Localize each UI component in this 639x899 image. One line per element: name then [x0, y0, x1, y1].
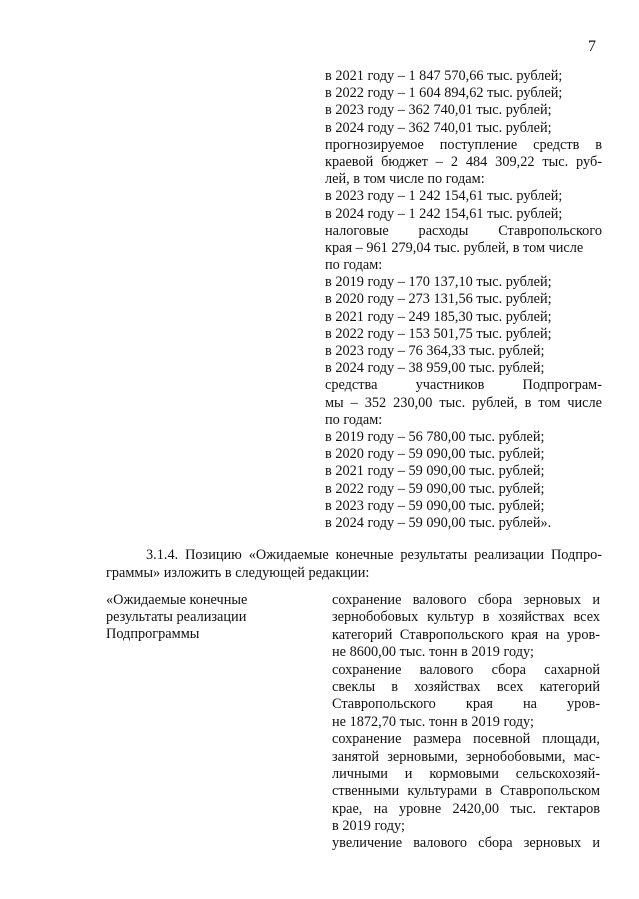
- page-number: 7: [588, 38, 596, 55]
- top-line: в 2024 году – 59 090,00 тыс. рублей».: [325, 514, 552, 531]
- position-title-line: «Ожидаемые конечные: [106, 592, 248, 608]
- top-line: лей, в том числе по годам:: [325, 171, 485, 188]
- top-line: прогнозируемое поступление средств в: [325, 136, 602, 153]
- result-line: свеклы в хозяйствах всех категорий: [332, 678, 600, 695]
- top-line: в 2020 году – 59 090,00 тыс. рублей;: [325, 446, 545, 463]
- result-line: категорий Ставропольского края на уров-: [332, 626, 600, 643]
- result-line: сохранение размера посевной площади,: [332, 731, 600, 748]
- top-line: в 2022 году – 1 604 894,62 тыс. рублей;: [325, 85, 563, 102]
- top-line: в 2023 году – 362 740,01 тыс. рублей;: [325, 102, 552, 119]
- position-title: [106, 592, 306, 644]
- top-line: в 2021 году – 1 847 570,66 тыс. рублей;: [325, 68, 563, 84]
- expected-results-text: [332, 592, 600, 853]
- result-line: зернобобовых культур в хозяйствах всех: [332, 609, 600, 626]
- top-line: мы – 352 230,00 тыс. рублей, в том числе: [325, 394, 602, 411]
- paragraph-line: 3.1.4. Позицию «Ожидаемые конечные результаты реализации Подпро-: [146, 547, 602, 563]
- result-line: не 8600,00 тыс. тонн в 2019 году;: [332, 644, 534, 661]
- top-line: в 2023 году – 59 090,00 тыс. рублей;: [325, 497, 545, 514]
- result-line: Ставропольского края на уров-: [332, 696, 600, 713]
- top-line: в 2021 году – 59 090,00 тыс. рублей;: [325, 463, 545, 480]
- result-line: личными и кормовыми сельскохозяй-: [332, 765, 600, 782]
- top-line: в 2022 году – 153 501,75 тыс. рублей;: [325, 325, 552, 342]
- top-line: в 2019 году – 56 780,00 тыс. рублей;: [325, 428, 545, 445]
- top-line: по годам:: [325, 257, 383, 274]
- funding-continuation-block: [325, 68, 602, 532]
- result-line: в 2019 году;: [332, 818, 405, 835]
- position-title-line: Подпрограммы: [106, 626, 200, 643]
- result-line: увеличение валового сбора зерновых и: [332, 835, 600, 852]
- result-line: крае, на уровне 2420,00 тыс. гектаров: [332, 800, 600, 817]
- top-line: в 2021 году – 249 185,30 тыс. рублей;: [325, 308, 552, 325]
- result-line: занятой зерновыми, зернобобовыми, мас-: [332, 748, 600, 765]
- result-line: сохранение валового сбора сахарной: [332, 661, 600, 678]
- top-line: в 2023 году – 1 242 154,61 тыс. рублей;: [325, 188, 563, 205]
- position-title-line: результаты реализации: [106, 609, 247, 626]
- amendment-paragraph: [106, 547, 602, 582]
- result-line: сохранение валового сбора зерновых и: [332, 592, 600, 608]
- top-line: по годам:: [325, 411, 383, 428]
- paragraph-line: граммы» изложить в следующей редакции:: [106, 564, 370, 581]
- top-line: в 2022 году – 59 090,00 тыс. рублей;: [325, 480, 545, 497]
- top-line: в 2019 году – 170 137,10 тыс. рублей;: [325, 274, 552, 291]
- top-line: в 2023 году – 76 364,33 тыс. рублей;: [325, 343, 545, 359]
- top-line: в 2024 году – 1 242 154,61 тыс. рублей;: [325, 205, 563, 222]
- top-line: края – 961 279,04 тыс. рублей, в том числе: [325, 239, 584, 256]
- top-line: в 2024 году – 362 740,01 тыс. рублей;: [325, 119, 552, 136]
- top-line: в 2020 году – 273 131,56 тыс. рублей;: [325, 291, 552, 308]
- top-line: средства участников Подпрограм-: [325, 377, 602, 394]
- top-line: налоговые расходы Ставропольского: [325, 222, 602, 239]
- top-line: краевой бюджет – 2 484 309,22 тыс. руб-: [325, 153, 602, 170]
- top-line: в 2024 году – 38 959,00 тыс. рублей;: [325, 360, 545, 377]
- result-line: не 1872,70 тыс. тонн в 2019 году;: [332, 713, 534, 730]
- result-line: ственными культурами в Ставропольском: [332, 783, 600, 800]
